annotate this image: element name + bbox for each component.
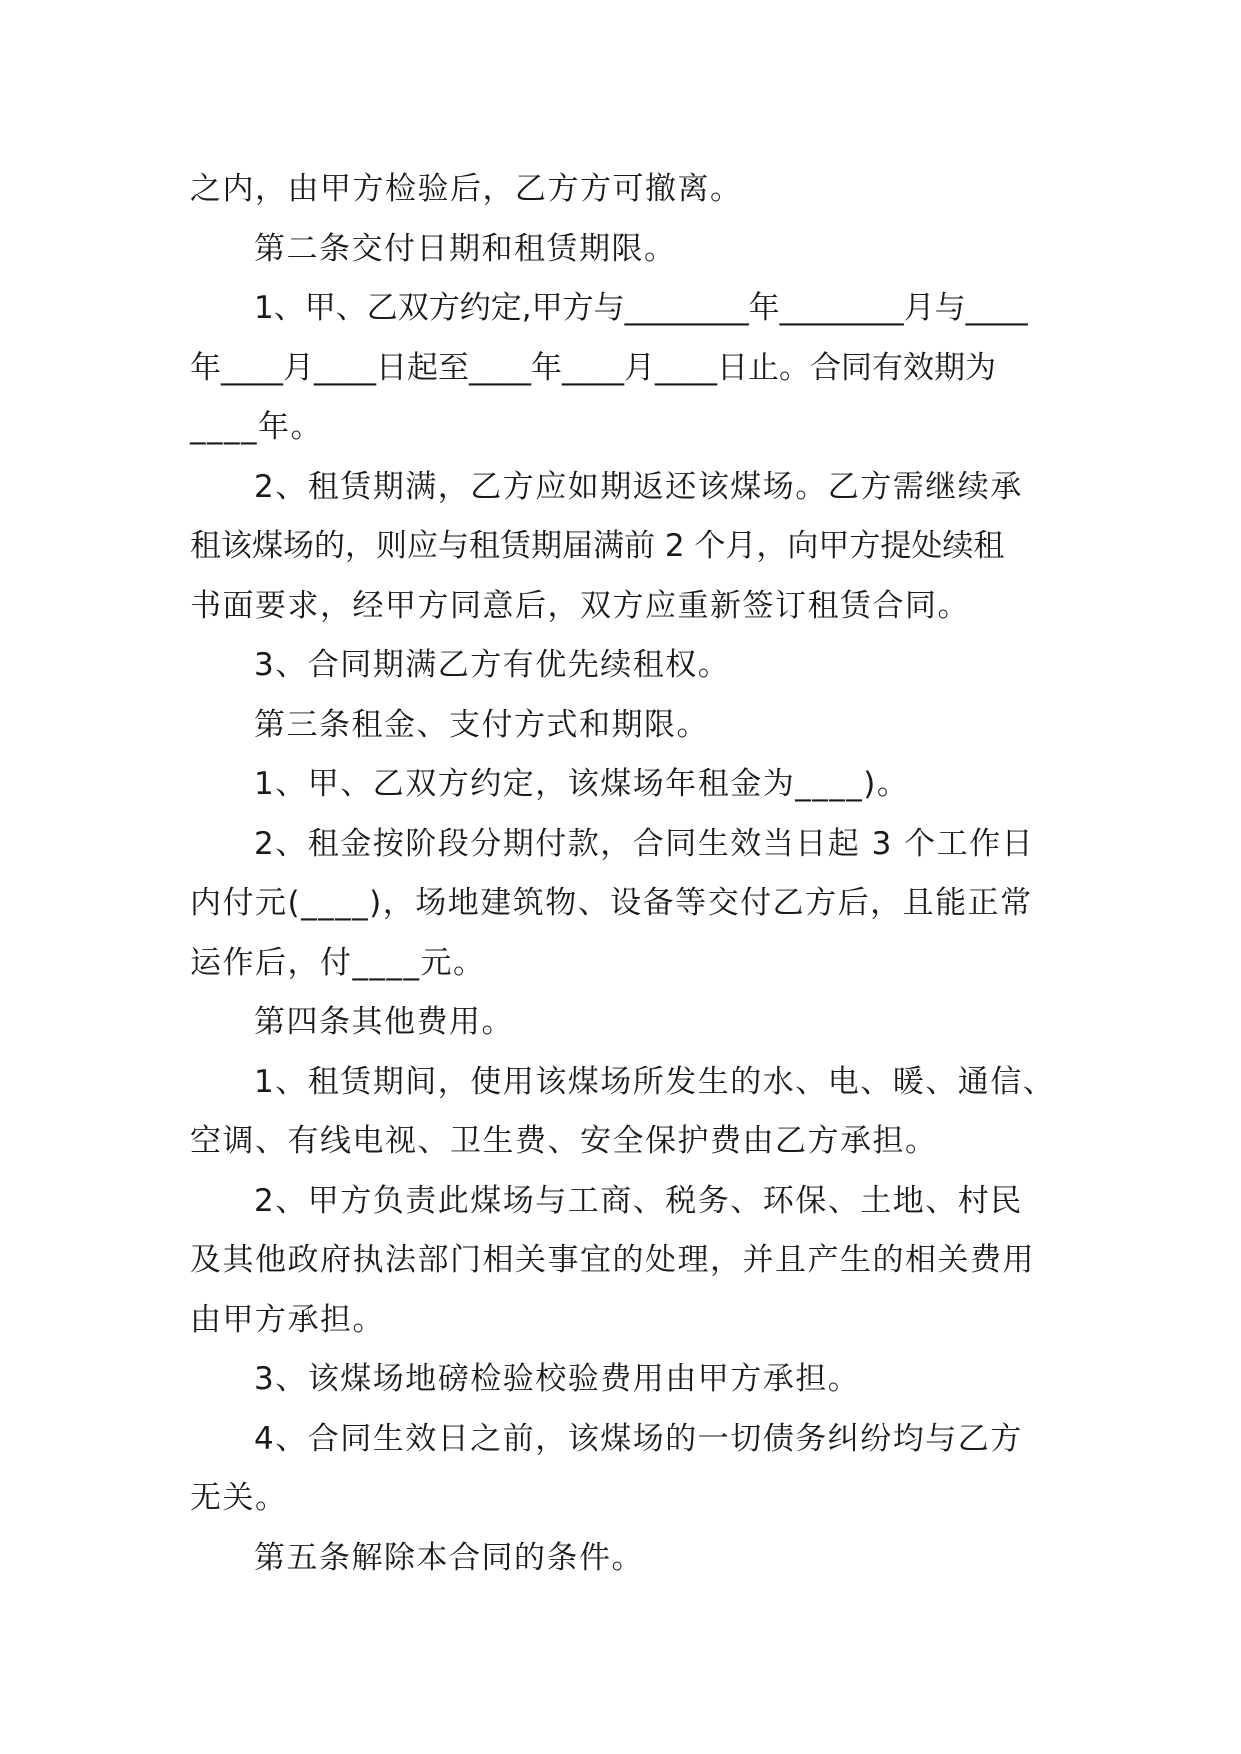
paragraph-line: 由甲方承担。 <box>190 1301 385 1338</box>
section-heading: 第三条租金、支付方式和期限。 <box>254 706 709 743</box>
paragraph-line: 无关。 <box>190 1480 288 1516</box>
paragraph-line: 年____月____日起至____年____月____日止。合同有效期为 <box>190 349 996 386</box>
section-heading: 第四条其他费用。 <box>254 1004 514 1040</box>
paragraph-line: 2、甲方负责此煤场与工商、税务、环保、土地、村民 <box>254 1182 1023 1219</box>
section-heading: 第五条解除本合同的条件。 <box>254 1539 644 1576</box>
paragraph-line: ____年。 <box>190 409 323 445</box>
paragraph-line: 3、合同期满乙方有优先续租权。 <box>254 647 731 683</box>
paragraph-line: 2、租金按阶段分期付款，合同生效当日起 3 个工作日 <box>254 825 1035 862</box>
paragraph-line: 之内，由甲方检验后，乙方方可撤离。 <box>190 171 743 207</box>
paragraph-line: 1、甲、乙双方约定,甲方与________年________月与____ <box>254 290 1028 326</box>
document-body <box>190 160 1070 1588</box>
paragraph-line: 租该煤场的，则应与租赁期届满前 2 个月，向甲方提处续租 <box>190 528 1005 564</box>
paragraph-line: 3、该煤场地磅检验校验费用由甲方承担。 <box>254 1361 861 1397</box>
paragraph-line: 4、合同生效日之前，该煤场的一切债务纠纷均与乙方 <box>254 1420 1023 1457</box>
paragraph-line: 空调、有线电视、卫生费、安全保护费由乙方承担。 <box>190 1123 938 1159</box>
paragraph-line: 运作后，付____元。 <box>190 944 486 981</box>
paragraph-line: 2、租赁期满，乙方应如期返还该煤场。乙方需继续承 <box>254 468 1023 505</box>
paragraph-line: 1、租赁期间，使用该煤场所发生的水、电、暖、通信、 <box>254 1063 1056 1100</box>
paragraph-line: 书面要求，经甲方同意后，双方应重新签订租赁合同。 <box>190 587 970 624</box>
section-heading: 第二条交付日期和租赁期限。 <box>254 230 677 267</box>
paragraph-line: 内付元(____)，场地建筑物、设备等交付乙方后，且能正常 <box>190 885 1033 921</box>
paragraph-line: 及其他政府执法部门相关事宜的处理，并且产生的相关费用 <box>190 1242 1035 1278</box>
paragraph-line: 1、甲、乙双方约定，该煤场年租金为____)。 <box>254 766 910 802</box>
